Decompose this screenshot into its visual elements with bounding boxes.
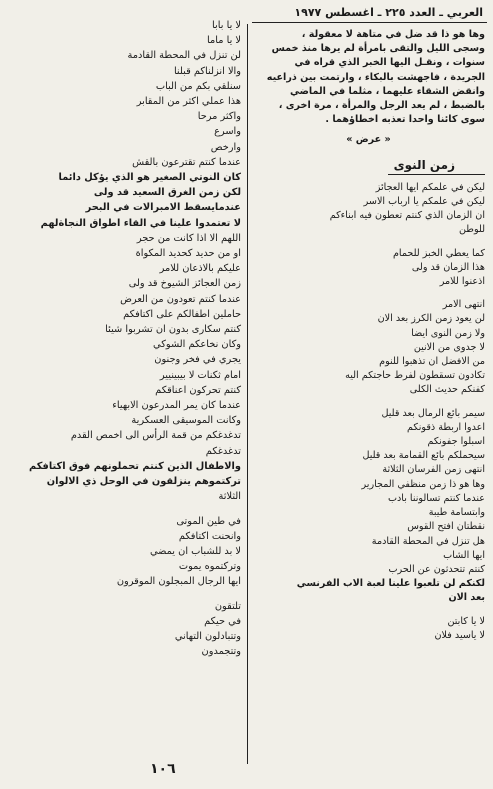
poem-line: تدغدغكم xyxy=(205,445,241,457)
poem-line: وتتجمدون xyxy=(201,646,241,658)
poem-line: هذا عملي اكثر من المقابر xyxy=(136,96,241,108)
poem-line: سيمر بائع الرمال بعد قليل xyxy=(381,407,485,419)
intro-line: وها هو ذا قد ضل في متاهة لا معقولة ، xyxy=(301,29,485,40)
poem-line: سيحملكم بائع القمامة بعد قليل xyxy=(362,450,485,462)
poem-line: من الافضل ان تذهبوا للنوم xyxy=(379,356,485,368)
poem-line: للوطن xyxy=(459,224,485,236)
poem-line: كان النوتي الصغير هو الذي يؤكل دائما xyxy=(58,172,241,184)
poem-line: لن يعود زمن الكرز بعد الان xyxy=(377,313,485,325)
poem-line: ليكن في علمكم ايها العجائز xyxy=(375,181,485,193)
poem-line: زمن العجائز الشيوخ قد ولى xyxy=(128,278,241,290)
poem-line: انتهى الامر xyxy=(442,299,485,311)
stanza-gap xyxy=(252,289,485,298)
intro-line: وانقض الشقاء عليهما ، مثلما في الماضي xyxy=(289,85,485,97)
stanza-gap xyxy=(252,606,485,615)
poem-line: كفنكم حديث الكلى xyxy=(409,384,485,396)
poem-line: كما يعطي الخبز للحمام xyxy=(392,247,485,259)
poem-line: وكانت الموسيقى العسكرية xyxy=(131,415,241,427)
poem-line: ولا زمن النوى ايضا xyxy=(411,327,485,339)
poem-title: زمن النوى xyxy=(388,158,485,175)
stanza-gap xyxy=(252,398,485,407)
poem-line: والا انزلناكم قبلنا xyxy=(173,65,241,77)
right-column xyxy=(252,28,485,643)
section-label: « عرض » xyxy=(346,134,391,146)
intro-line: الجريدة ، فاجهشت بالبكاء ، وارتمت بين ذراعيه xyxy=(266,71,485,83)
poem-line: ايها الشاب xyxy=(443,549,485,561)
poem-line: تلتقون xyxy=(214,600,241,612)
page-number: ١٠٦ xyxy=(150,761,176,777)
poem-line: تركتموهم ينزلقون في الوحل ذي الالوان xyxy=(46,476,241,488)
poem-line: واسرع xyxy=(214,126,241,138)
intro-line: وسجى الليل والتقى بامرأة لم يرها منذ خمس xyxy=(271,43,485,55)
poem-line: هذا الزمان قد ولى xyxy=(411,261,485,273)
poem-line: عندما كنتم تقترعون بالقش xyxy=(132,156,241,168)
poem-line: نقطتان افتح القوس xyxy=(407,521,485,533)
poem-line: اعدوا اربطة ذقونكم xyxy=(407,421,485,433)
poem-line: عندمايسقط الامبرالات في البحر xyxy=(85,202,241,214)
intro-line: سنوات ، ونقـل اليها الخبر الذي قراه في xyxy=(294,57,485,69)
stanza-gap xyxy=(6,505,241,514)
poem-line: ايها الرجال المبجلون الموقرون xyxy=(116,576,241,588)
poem-line: لا ياسيد فلان xyxy=(434,629,485,641)
poem-line: هل تنزل في المحطة القادمة xyxy=(371,535,485,547)
poem-line: كنتم تتحدثون عن الحرب xyxy=(388,563,485,575)
poem-line: ليكن في علمكم يا ارباب الاسر xyxy=(363,196,485,208)
left-column xyxy=(6,18,241,659)
poem-line: واكثر مرحا xyxy=(197,111,241,123)
poem-line: لا يا كابتن xyxy=(447,615,485,627)
poem-line: وابتسامة طيبة xyxy=(428,507,485,519)
poem-line: ان الزمان الذي كنتم تعطون فيه ابناءكم xyxy=(329,210,485,222)
poem-line: وكان نخاعكم الشوكي xyxy=(153,339,241,351)
intro-line: سوى كائنا واحدا تعذبه اخطاؤهما . xyxy=(325,114,485,126)
poem-line: لا بد للشباب ان يمضي xyxy=(149,545,241,557)
poem-line: تكادون تسقطون لفرط حاجتكم اليه xyxy=(345,370,485,382)
poem-line: لا يا بابا xyxy=(212,20,241,31)
poem-line: وتركتموه يموت xyxy=(178,561,241,573)
poem-line: بعد الان xyxy=(448,592,485,604)
poem-line: كنتم سكارى بدون ان تشربوا شيئا xyxy=(105,324,241,336)
poem-line: تدغدغكم من قمة الرأس الى اخمص القدم xyxy=(70,430,241,442)
poem-line: اللهم الا اذا كانت من حجر xyxy=(136,232,241,244)
poem-line: في حيكم xyxy=(204,615,241,627)
poem-line: عليكم بالاذعان للامر xyxy=(159,263,241,275)
poem-line: عندما كان يمر المدرعون الابهياء xyxy=(112,400,241,412)
poem-line: وها هو ذا زمن منظفي المجارير xyxy=(361,478,485,490)
poem-line: او من حديد كحديد المكواة xyxy=(135,248,241,260)
poem-line: لكنكم لن تلعبوا علينا لعبة الاب الفرنسي xyxy=(296,578,485,590)
poem-line: كنتم تحركون اعناقكم xyxy=(155,384,241,396)
poem-line: الثلاثة xyxy=(218,491,241,503)
poem-line: اذعنوا للامر xyxy=(439,276,485,288)
poem-line: لا تعتمدوا علينا في القاء اطواق النجاةلهم xyxy=(40,217,241,229)
header-rule xyxy=(252,22,487,23)
poem-line: عندما كنتم تعودون من العرض xyxy=(120,293,241,305)
stanza-gap xyxy=(6,590,241,599)
poem-line: انتهى زمن الفرسان الثلاثة xyxy=(382,464,485,476)
poem-line: سنلقي بكم من الباب xyxy=(155,80,241,92)
poem-right-lines xyxy=(252,181,485,643)
poem-line: لا جدوى من الانين xyxy=(413,341,485,353)
poem-line: امام ثكنات لا بيبينيير xyxy=(159,369,241,381)
column-divider xyxy=(247,24,248,764)
poem-line: حاملين اطفالكم على اكتافكم xyxy=(123,308,241,320)
poem-line: وتتبادلون التهاني xyxy=(174,630,241,642)
poem-line: في طين الموتى xyxy=(176,515,241,527)
poem-line: لن تنزل في المحطة القادمة xyxy=(127,50,241,62)
stanza-gap xyxy=(252,238,485,247)
poem-line: وارخص xyxy=(210,141,241,153)
poem-line: عندما كنتم تسالوننا بادب xyxy=(387,492,485,504)
poem-line: اسبلوا جفونكم xyxy=(427,436,485,448)
poem-line: وانحنت اكتافكم xyxy=(178,530,241,542)
intro-paragraph xyxy=(252,28,485,127)
poem-line: لا يا ماما xyxy=(207,35,241,47)
intro-line: بالضبط ، لم يعد الرجل والمرأة ، مرة اخرى ، xyxy=(278,100,485,112)
poem-line: والاطفال الذين كنتم تحملونهم فوق اكتافكم xyxy=(29,460,241,472)
poem-line: لكن زمن الغرق السعيد قد ولى xyxy=(93,187,241,199)
poem-line: يجري في فخر وجنون xyxy=(154,354,241,366)
page-header: العربي ـ العدد ٢٢٥ ـ اغسطس ١٩٧٧ xyxy=(294,6,483,19)
poem-left-lines xyxy=(6,18,241,659)
